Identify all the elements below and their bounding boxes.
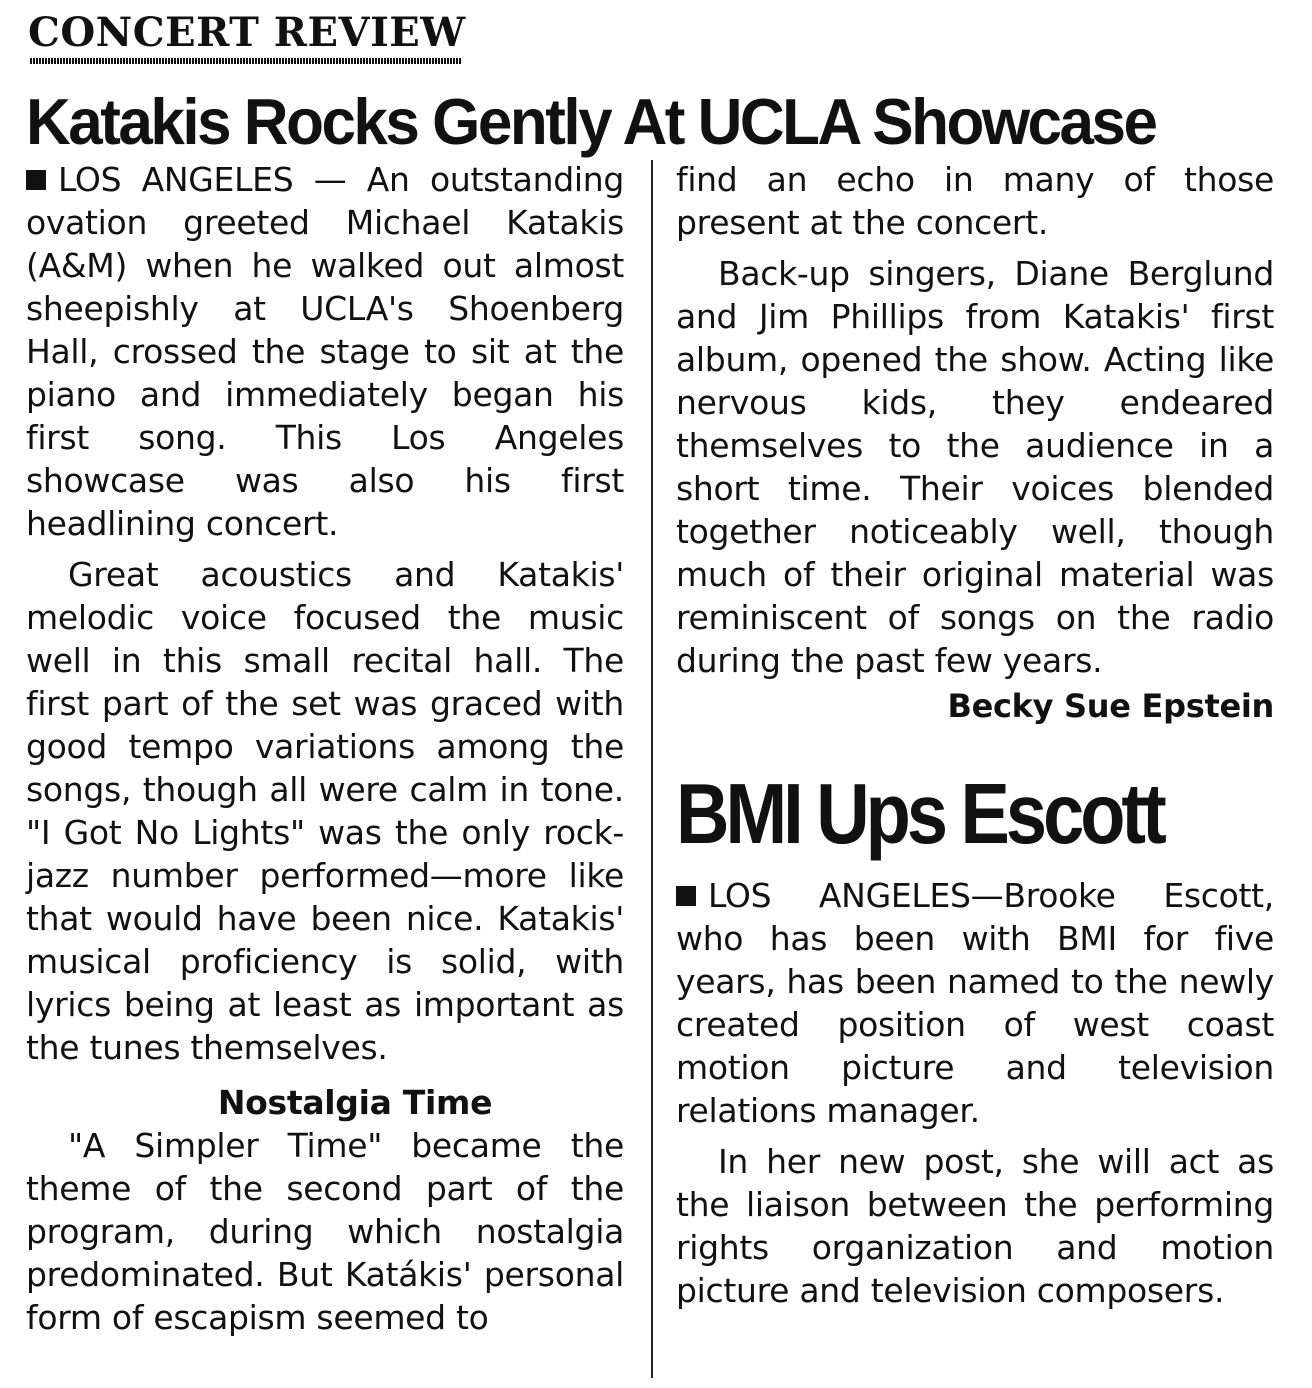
bullet-square-icon bbox=[676, 886, 696, 906]
second-article-paragraph-2: In her new post, she will act as the liaison between the performing rights organization and motion picture and television composers. bbox=[676, 1142, 1274, 1310]
article-paragraph-2: Great acoustics and Katakis' melodic voice focused the music well in this small recital hall. The first part of the set was graced with good tempo variations among the songs, though all were calm in tone. "I Got No Lights" was the only rock-jazz number performed—more like that would have been nice. Katakis' musical proficiency is solid, with lyrics being at least as important as the tunes themselves. bbox=[26, 555, 624, 1067]
byline: Becky Sue Epstein bbox=[947, 687, 1274, 725]
article-paragraph-1 bbox=[26, 158, 624, 545]
article-paragraph-4: find an echo in many of those present at the concert. bbox=[676, 160, 1274, 242]
second-paragraph-1-text: LOS ANGELES—Brooke Escott, who has been with BMI for five years, has been named to the newly created position of west coast motion picture and television relations manager. bbox=[676, 876, 1274, 1130]
article-subhead: Nostalgia Time bbox=[217, 1083, 493, 1122]
section-kicker: CONCERT REVIEW bbox=[28, 9, 466, 56]
right-column bbox=[676, 158, 1274, 1312]
column-divider-rule bbox=[651, 160, 653, 1378]
second-article-headline: BMI Ups Escott bbox=[676, 765, 1163, 862]
article-headline: Katakis Rocks Gently At UCLA Showcase bbox=[26, 86, 1156, 159]
article-paragraph-5: Back-up singers, Diane Berglund and Jim Phillips from Katakis' first album, opened the show. Acting like nervous kids, they endeared themselves to the audience in a short time. Their voices blended together noticeably well, though much of their original material was reminiscent of songs on the radio during the past few years. bbox=[676, 254, 1274, 680]
second-article-paragraph-1 bbox=[676, 874, 1274, 1132]
kicker-underline-rule bbox=[30, 58, 462, 64]
bullet-square-icon bbox=[26, 170, 46, 190]
article-paragraph-3: "A Simpler Time" became the theme of the second part of the program, during which nostalgia predominated. But Katákis' personal form of escapism seemed to bbox=[26, 1126, 624, 1337]
paragraph-1-text: LOS ANGELES — An outstanding ovation greeted Michael Katakis (A&M) when he walked out almost sheepishly at UCLA's Shoenberg Hall, crossed the stage to sit at the piano and immediately began his first song. This Los Angeles showcase was also his first headlining concert. bbox=[26, 160, 624, 543]
left-column bbox=[26, 158, 624, 1339]
